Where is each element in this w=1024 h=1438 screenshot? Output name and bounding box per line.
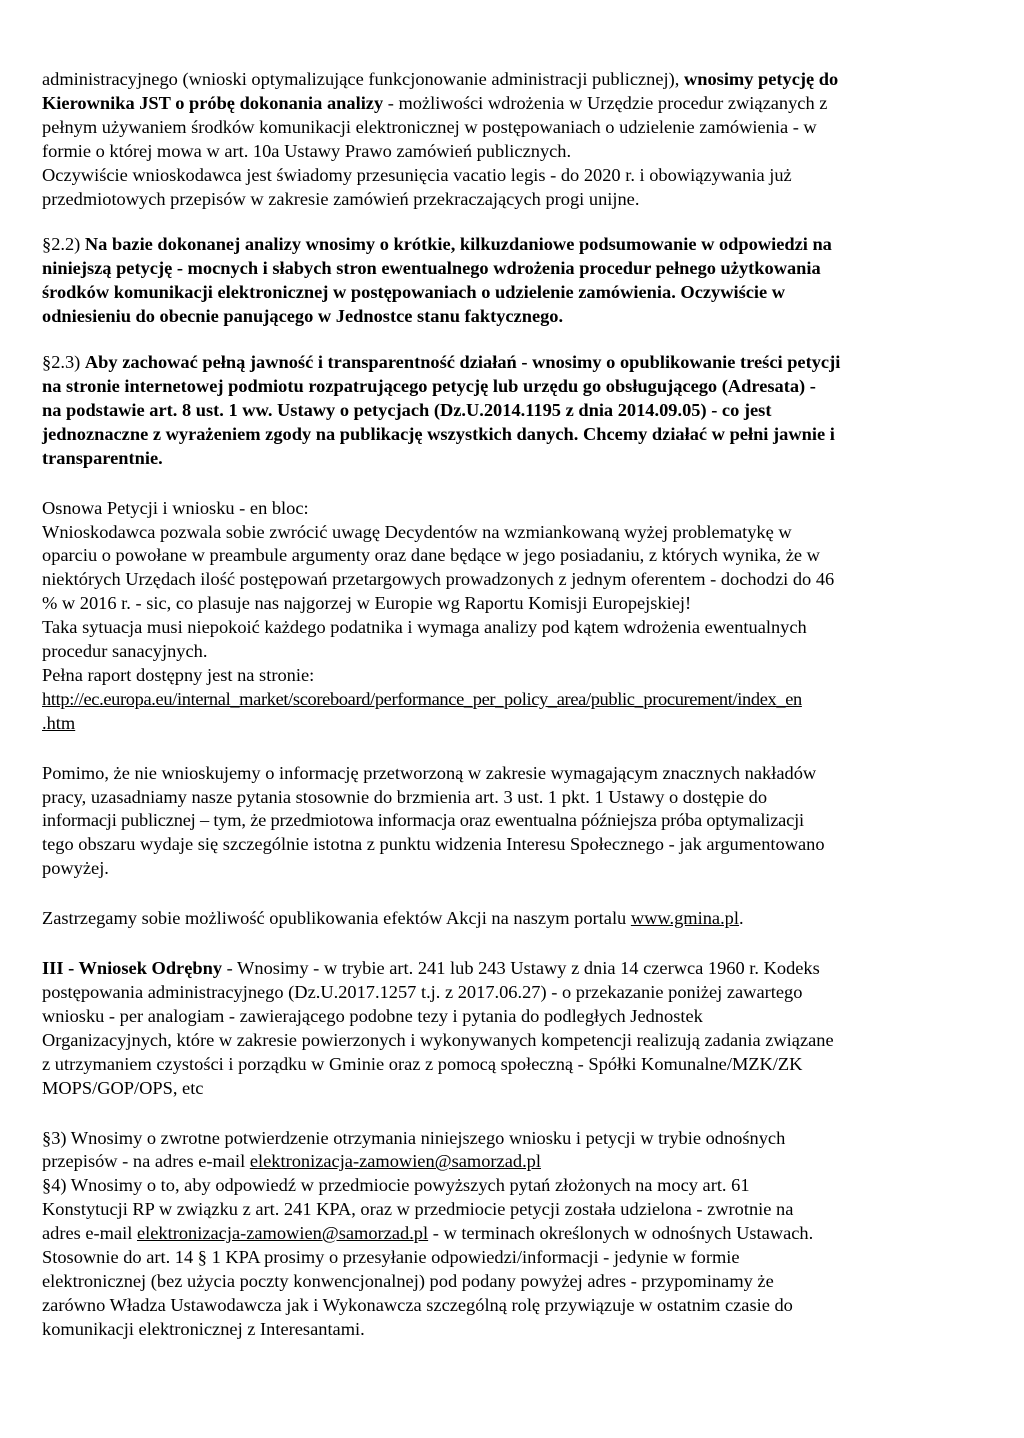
text-line: pracy, uzasadniamy nasze pytania stosownie do brzmienia art. 3 ust. 1 pkt. 1 Ustawy o dostępie do: [42, 786, 768, 807]
text-line: formie o której mowa w art. 10a Ustawy Prawo zamówień publicznych.: [42, 140, 572, 161]
text-line: §3) Wnosimy o zwrotne potwierdzenie otrzymania niniejszego wniosku i petycji w trybie odnośnych: [42, 1127, 786, 1148]
text-line: jednoznaczne z wyrażeniem zgody na publikację wszystkich danych. Chcemy działać w pełni jawnie i: [42, 423, 835, 444]
text-line: transparentnie.: [42, 447, 163, 468]
text-line: na stronie internetowej podmiotu rozpatrującego petycję lub urzędu go obsługującego (Adresata) -: [42, 375, 816, 396]
text-line: powyżej.: [42, 858, 109, 879]
text-line: niniejszą petycję - mocnych i słabych stron ewentualnego wdrożenia procedur pełnego użytkowania: [42, 258, 821, 279]
bold-fragment: wnosimy petycję do: [683, 69, 839, 89]
text-fragment: .: [738, 908, 744, 929]
text-line: §4) Wnosimy o to, aby odpowiedź w przedmiocie powyższych pytań złożonych na mocy art. 61: [42, 1175, 750, 1196]
osnowa-paragraph: [42, 497, 964, 736]
text-line: zarówno Władza Ustawodawcza jak i Wykonawcza szczególną rolę przywiązuje w ostatnim czasie do: [42, 1294, 793, 1315]
intro-paragraph: [42, 68, 964, 211]
text-fragment: - w terminach określonych w odnośnych Ustawach.: [428, 1223, 814, 1244]
text-line: MOPS/GOP/OPS, etc: [42, 1077, 204, 1098]
text-line: [42, 92, 964, 116]
text-line: [42, 233, 964, 257]
report-link-continuation[interactable]: .htm: [42, 712, 76, 733]
section-number: §2.2): [42, 234, 85, 255]
section-2-2: [42, 233, 964, 329]
email-link[interactable]: elektronizacja-zamowien@samorzad.pl: [249, 1151, 541, 1172]
text-line: informacji publicznej – tym, że przedmiotowa informacja oraz ewentualna późniejsza próba optymalizacji: [42, 810, 804, 831]
text-line: [42, 1150, 964, 1174]
text-line: [42, 907, 964, 931]
text-line: elektronicznej (bez użycia poczty konwencjonalnej) pod podany powyżej adres - przypominamy że: [42, 1270, 774, 1291]
text-line: Organizacyjnych, które w zakresie powierzonych i wykonywanych kompetencji realizują zadania związane: [42, 1029, 834, 1050]
text-fragment: - Wnosimy - w trybie art. 241 lub 243 Ustawy z dnia 14 czerwca 1960 r. Kodeks: [222, 958, 820, 979]
section-2-3: [42, 351, 964, 471]
text-line: niektórych Urzędach ilość postępowań przetargowych prowadzonych z jednym oferentem - dochodzi do 46: [42, 569, 835, 590]
text-line: [42, 351, 964, 375]
pomimo-paragraph: [42, 762, 964, 882]
text-line: wniosku - per analogiam - zawierającego podobne tezy i pytania do podległych Jednostek: [42, 1005, 703, 1026]
text-line: pełnym używaniem środków komunikacji elektronicznej w postępowaniach o udzielenie zamówienia - w: [42, 116, 817, 137]
text-line: [42, 957, 964, 981]
text-line: Oczywiście wnioskodawca jest świadomy przesunięcia vacatio legis - do 2020 r. i obowiązywania już: [42, 164, 792, 185]
bold-fragment: Kierownika JST o próbę dokonania analizy: [42, 92, 384, 113]
section-iii: [42, 957, 964, 1100]
text-line: % w 2016 r. - sic, co plasuje nas najgorzej w Europie wg Raportu Komisji Europejskiej!: [42, 593, 692, 614]
email-link[interactable]: elektronizacja-zamowien@samorzad.pl: [136, 1223, 429, 1244]
section-heading: III - Wniosek Odrębny: [42, 958, 223, 979]
text-fragment: adres e-mail: [42, 1223, 137, 1244]
text-line: [42, 1222, 964, 1246]
section-3-4: [42, 1127, 964, 1342]
zastrzegamy-paragraph: [42, 907, 964, 931]
text-line: na podstawie art. 8 ust. 1 ww. Ustawy o petycjach (Dz.U.2014.1195 z dnia 2014.09.05) - co jest: [42, 399, 772, 420]
text-line: komunikacji elektronicznej z Interesantami.: [42, 1318, 365, 1339]
text-fragment: Zastrzegamy sobie możliwość opublikowania efektów Akcji na naszym portalu: [42, 908, 631, 929]
text-line: Wnioskodawca pozwala sobie zwrócić uwagę Decydentów na wzmiankowaną wyżej problematykę w: [42, 521, 792, 542]
report-link[interactable]: http://ec.europa.eu/internal_market/scoreboard/performance_per_policy_area/public_procurement/index_en: [42, 688, 802, 709]
text-line: odniesieniu do obecnie panującego w Jednostce stanu faktycznego.: [42, 306, 564, 327]
text-line: Stosownie do art. 14 § 1 KPA prosimy o przesyłanie odpowiedzi/informacji - jedynie w formie: [42, 1247, 740, 1268]
text-fragment: przepisów - na adres e-mail: [42, 1151, 250, 1172]
text-line: [42, 68, 964, 92]
text-line: Osnowa Petycji i wniosku - en bloc:: [42, 497, 309, 518]
text-line: środków komunikacji elektronicznej w postępowaniach o udzielenie zamówienia. Oczywiście w: [42, 282, 786, 303]
text-line: tego obszaru wydaje się szczególnie istotna z punktu widzenia Interesu Społecznego - jak argumentowano: [42, 834, 825, 855]
text-line: procedur sanacyjnych.: [42, 641, 208, 662]
text-fragment: administracyjnego (wnioski optymalizujące funkcjonowanie administracji publicznej),: [42, 69, 684, 89]
text-line: postępowania administracyjnego (Dz.U.2017.1257 t.j. z 2017.06.27) - o przekazanie poniżej zawartego: [42, 982, 803, 1002]
text-fragment: - możliwości wdrożenia w Urzędzie procedur związanych z: [383, 92, 828, 113]
section-number: §2.3): [42, 352, 85, 373]
text-fragment: Aby zachować pełną jawność i transparentność działań - wnosimy o opublikowanie treści petycji: [84, 352, 841, 373]
text-line: przedmiotowych przepisów w zakresie zamówień przekraczających progi unijne.: [42, 188, 640, 209]
text-line: Taka sytuacja musi niepokoić każdego podatnika i wymaga analizy pod kątem wdrożenia ewentualnych: [42, 617, 807, 638]
text-line: Pomimo, że nie wnioskujemy o informację przetworzoną w zakresie wymagającym znacznych nakładów: [42, 762, 817, 783]
text-line: oparciu o powołane w preambule argumenty oraz dane będące w jego posiadaniu, z których wynika, że w: [42, 545, 820, 566]
text-line: z utrzymaniem czystości i porządku w Gminie oraz z pomocą społeczną - Spółki Komunalne/MZK/ZK: [42, 1053, 803, 1074]
portal-link[interactable]: www.gmina.pl: [630, 908, 739, 929]
text-line: Konstytucji RP w związku z art. 241 KPA, oraz w przedmiocie petycji została udzielona - zwrotnie na: [42, 1199, 794, 1220]
text-line: Pełna raport dostępny jest na stronie:: [42, 664, 315, 685]
text-fragment: Na bazie dokonanej analizy wnosimy o krótkie, kilkuzdaniowe podsumowanie w odpowiedzi na: [84, 234, 832, 255]
